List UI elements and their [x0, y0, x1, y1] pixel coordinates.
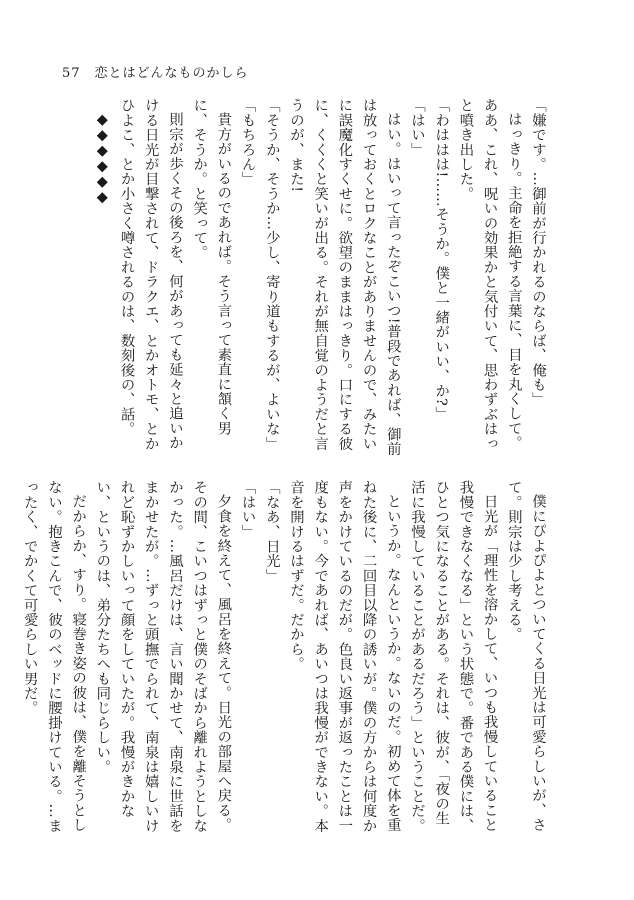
section-break-mark: ◆◆◆◆◆◆ — [94, 112, 111, 206]
paragraph: 「そうか、そうか…少し、寄り道もするが、よいな」 — [263, 98, 280, 451]
paragraph: 則宗が歩くその後ろを、何があっても延々と追いかける日光が目撃されて、ドラクエ、とかオトモ、とかひよこ、とか小さく噂されるのは、数刻後の、話。 — [118, 98, 183, 451]
running-head — [62, 62, 249, 81]
paragraph: 「もちろん」 — [239, 98, 256, 187]
paragraph: はい。はいって言ったぞこいつ!普段であれば、御前は放っておくとロクなことがありませんので、みたいに誤魔化すくせに。欲望のままはっきり。口にする彼に、くくくと笑いが出る。それが無自覚のようだと言うのが、また! — [287, 98, 401, 457]
paragraph: 「わははは!……そうか。僕と一緒がいい、か?」 — [433, 98, 450, 421]
paragraph: 日光が「理性を溶かして、いつも我慢していること我慢できなくなる」という状態で。番である僕には、ひとつ気になることがある。それは、彼が、「夜の生活に我慢していることがあるだろう」ということだ。 — [408, 480, 498, 833]
paragraph: はっきり。主命を拒絶する言葉に、目を丸くして。ああ、これ、呪いの効果かと気付いて、思わずぶはっと噴き出した。 — [457, 98, 522, 451]
paragraph: 「はい」 — [239, 480, 256, 539]
running-title: 恋とはどんなものかしら — [94, 66, 249, 81]
paragraph: 僕にぴよぴよとついてくる日光は可愛らしいが、さて。則宗は少し考える。 — [505, 480, 546, 833]
text-column-top — [72, 98, 550, 458]
page-number: 57 — [62, 66, 81, 81]
paragraph: 「嫌です。…御前が行かれるのならば、俺も」 — [530, 98, 546, 407]
text-column-bottom — [21, 480, 550, 840]
paragraph: 「なあ、日光」 — [263, 480, 280, 583]
paragraph: 「はい」 — [408, 98, 425, 157]
paragraph: 夕食を終えて、風呂を終えて。日光の部屋へ戻る。その間、こいつはずっと僕のそばから離れようとしなかった。…風呂だけは、言い聞かせて、南泉に世話をまかせたが。…ずっと頭撫でられて、南泉は嬉しいけれど恥ずかしいって顔をしていたが。我慢がきかない、というのは、弟分たちへも同じらしい。 — [94, 480, 232, 833]
paragraph: だからか、すり。寝巻き姿の彼は、僕を離そうとしない。抱きこんで、彼のベッドに腰掛けている。…まったく、でかくて可愛らしい男だ。 — [21, 480, 87, 833]
paragraph: というか。なんというか。ないのだ。初めて体を重ねた後に、二回目以降の誘いが。僕の方からは何度か声をかけているのだが。色良い返事が返ったことは一度もない。今であれば、あいつは我慢ができない。本音を開けるはずだ。だから。 — [287, 480, 401, 833]
paragraph: 貴方がいるのであれば。そう言って素直に頷く男に、そうか。と笑って。 — [191, 98, 232, 436]
